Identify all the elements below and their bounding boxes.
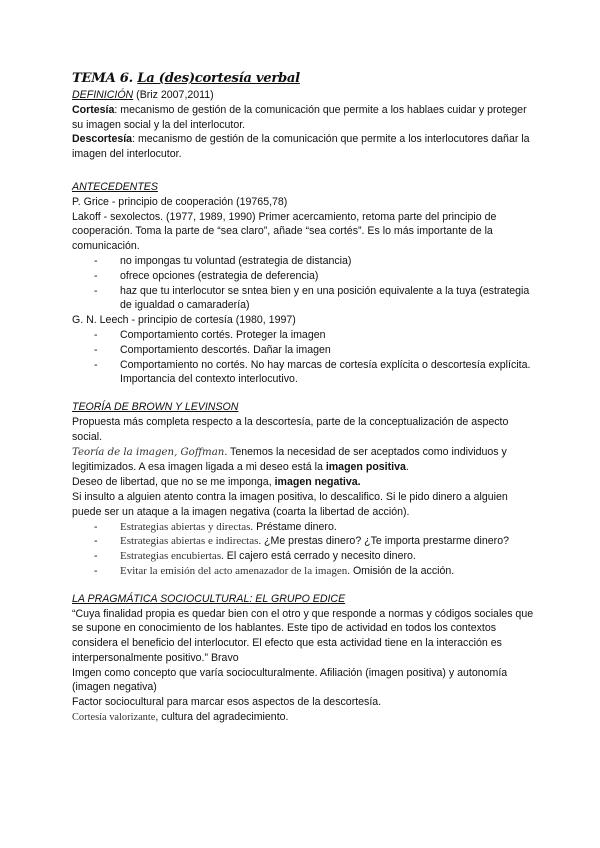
- valorizante-line: [72, 710, 540, 726]
- descortesia-term: Descortesía: [72, 133, 133, 146]
- edice-heading-line: [72, 592, 540, 607]
- list-item: - no impongas tu voluntad (estrategia de distancia): [94, 254, 540, 269]
- strategy-label: Estrategias abiertas e indirectas.: [120, 535, 262, 548]
- strategy-text: El cajero está cerrado y necesito dinero.: [223, 550, 416, 563]
- list-item: - haz que tu interlocutor se sntea bien y en una posición equivalente a la tuya (estrategia de igualdad o camaradería): [94, 284, 540, 314]
- cortesia-definition: [72, 103, 540, 133]
- lakoff-paragraph: Lakoff - sexolectos. (1977, 1989, 1990) Primer acercamiento, retoma parte del principio de cooperación. Toma la parte de “sea claro”, añade “sea cortés”. Es lo más importante de la comunicación.: [72, 210, 497, 253]
- brown-heading: TEORÍA DE BROWN Y LEVINSON: [72, 401, 239, 414]
- imgen-paragraph: Imgen como concepto que varía socioculturalmente. Afiliación (imagen positiva) y autonomía (imagen negativa): [72, 666, 508, 694]
- strategy-text: Préstame dinero.: [253, 520, 337, 533]
- list-item: - Comportamiento no cortés. No hay marcas de cortesía explícita o descortesía explícita. Importancia del contexto interlocutivo.: [94, 358, 540, 388]
- antecedentes-heading: ANTECEDENTES: [72, 180, 158, 193]
- imagen-negativa: imagen negativa.: [274, 476, 361, 489]
- cortesia-text: : mecanismo de gestión de la comunicación que permite a los hablaes cuidar y proteger su imagen social y la del interlocutor.: [72, 103, 527, 131]
- grice-line: P. Grice - principio de cooperación (19765,78): [72, 195, 288, 208]
- list-item: - Comportamiento descortés. Dañar la imagen: [94, 343, 540, 358]
- cortesia-term: Cortesía: [72, 103, 115, 116]
- antecedentes-heading-line: [72, 180, 540, 195]
- strategy-label: Estrategias encubiertas.: [120, 550, 224, 563]
- deseo-text: Deseo de libertad, que no se me imponga,: [72, 476, 275, 489]
- strategy-text: ¿Me prestas dinero? ¿Te importa prestarme dinero?: [261, 535, 509, 548]
- goffman-text: . Tenemos la necesidad de ser aceptados como individuos y legitimizados. A esa imagen ligada a mi deseo está la: [72, 445, 507, 474]
- descortesia-definition: [72, 132, 540, 162]
- list-item: - ofrece opciones (estrategia de deferencia): [94, 269, 540, 284]
- leech-line: G. N. Leech - principio de cortesía (1980, 1997): [72, 314, 296, 327]
- strategy-label: Evitar la emisión del acto amenazador de la imagen.: [120, 564, 350, 577]
- title-prefix: TEMA 6.: [72, 71, 133, 86]
- lakoff-list: [72, 254, 540, 313]
- list-item: [94, 534, 540, 549]
- list-item: - Comportamiento cortés. Proteger la imagen: [94, 328, 540, 343]
- strategy-label: Estrategias abiertas y directas.: [120, 520, 254, 533]
- edice-heading: LA PRAGMÁTICA SOCIOCULTURAL: EL GRUPO EDICE: [72, 592, 346, 605]
- list-item: [94, 549, 540, 564]
- edice-quote: “Cuya finalidad propia es quedar bien con el otro y que responde a normas y códigos sociales que se supone en conocimiento de los hablantes. Este tipo de actividad en todos los contextos considera el beneficio del interlocutor. El efecto que esta actividad tiene en la interacción es interpersonalmente positivo.” Bravo: [72, 607, 534, 664]
- leech-list: [72, 328, 540, 387]
- list-item: [94, 564, 540, 579]
- estrategias-list: [72, 520, 540, 579]
- imagen-positiva: imagen positiva: [325, 461, 406, 474]
- strategy-text: Omisión de la acción.: [350, 564, 455, 577]
- goffman-label: Teoría de la imagen, Goffman: [72, 446, 225, 458]
- title-underlined: La (des)cortesía verbal: [137, 71, 300, 86]
- list-item: [94, 520, 540, 535]
- descortesia-text: : mecanismo de gestión de la comunicación que permite a los interlocutores dañar la imagen del interlocutor.: [72, 133, 530, 161]
- valorizante-label: Cortesía valorizante: [72, 712, 156, 724]
- factor-line: Factor sociocultural para marcar esos aspectos de la descortesía.: [72, 696, 382, 709]
- insulto-paragraph: Si insulto a alguien atento contra la imagen positiva, lo descalifico. Si le pido dinero a alguien puede ser un ataque a la imagen negativa (coarta la libertad de acción).: [72, 490, 508, 518]
- brown-intro: Propuesta más completa respecto a la descortesía, parte de la conceptualización de aspecto social.: [72, 415, 509, 443]
- brown-heading-line: [72, 400, 540, 415]
- definicion-heading: DEFINICIÓN: [72, 89, 134, 101]
- goffman-paragraph: Teoría de la imagen, Goffman. Tenemos la necesidad de ser aceptados como individuos y legitimizados. A esa imagen ligada a mi deseo está la imagen positiva.: [72, 445, 507, 474]
- valorizante-text: , cultura del agradecimiento.: [155, 711, 289, 724]
- definicion-heading-ref: (Briz 2007,2011): [133, 89, 214, 101]
- definicion-heading-line: [72, 88, 540, 103]
- deseo-line: [72, 475, 540, 490]
- document-title: [72, 70, 540, 88]
